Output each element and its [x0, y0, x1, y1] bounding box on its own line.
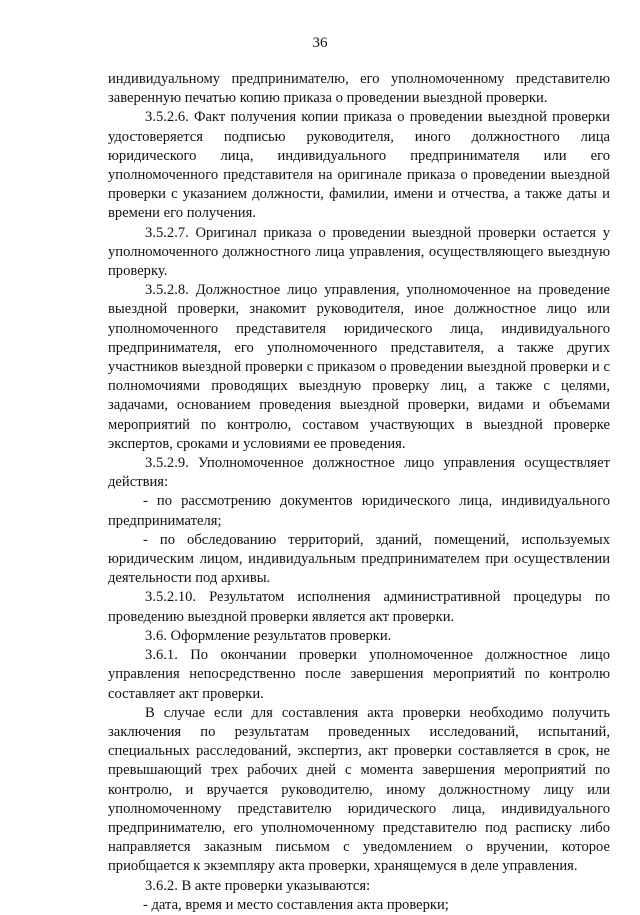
paragraph: индивидуальному предпринимателю, его уполномоченному представителю заверенную печатью копию приказа о проведении выездной проверки.	[108, 71, 610, 107]
page-number: 36	[312, 35, 328, 51]
paragraph: 3.6.2. В акте проверки указываются:	[145, 877, 371, 894]
paragraph: 3.5.2.10. Результатом исполнения административной процедуры по проведению выездной проверки является акт проверки.	[108, 589, 610, 625]
paragraph: 3.5.2.7. Оригинал приказа о проведении выездной проверки остается у уполномоченного должностного лица управления, осуществляющего выездную проверку.	[108, 224, 610, 280]
paragraph: 3.5.2.8. Должностное лицо управления, уполномоченное на проведение выездной проверки, знакомит руководителя, иное должностное лицо или уполномоченного представителя юридического лица, индивидуального предпринимателя, его уполномоченного представителя, а также других участников выездной проверки с приказом о проведении выездной проверки и с полномочиями проводящих выездную проверку лиц, а также с целями, задачами, основанием проведения выездной проверки, видами и объемами мероприятий по контролю, составом участвующих в выездной проверке экспертов, сроками и условиями ее проведения.	[108, 282, 610, 452]
section-heading: 3.6. Оформление результатов проверки.	[145, 627, 392, 644]
paragraph: 3.5.2.9. Уполномоченное должностное лицо управления осуществляет действия:	[108, 455, 610, 491]
paragraph: 3.6.1. По окончании проверки уполномоченное должностное лицо управления непосредственно после завершения мероприятий по контролю составляет акт проверки.	[108, 647, 610, 702]
list-item: - дата, время и место составления акта проверки;	[143, 896, 449, 913]
list-item: - по рассмотрению документов юридического лица, индивидуального предпринимателя;	[108, 493, 610, 529]
paragraph: В случае если для составления акта проверки необходимо получить заключения по результатам проведенных исследований, испытаний, специальных расследований, экспертиз, акт проверки составляется в срок, не превышающий трех рабочих дней с момента завершения мероприятий по контролю, и вручается руководителю, иному должностному лицу или уполномоченному представителю юридического лица, индивидуального предпринимателю, его уполномоченному представителю под расписку либо направляется заказным письмом с уведомлением о вручении, которое приобщается к экземпляру акта проверки, хранящемуся в деле управления.	[108, 704, 610, 875]
paragraph: 3.5.2.6. Факт получения копии приказа о проведении выездной проверки удостоверяется подписью руководителя, иного должностного лица юридического лица, индивидуального предпринимателя или его уполномоченного представителя на оригинале приказа о проведении выездной проверки с указанием должности, фамилии, имени и отчества, а также даты и времени его получения.	[108, 109, 610, 222]
document-body	[108, 70, 610, 915]
list-item: - по обследованию территорий, зданий, помещений, используемых юридическим лицом, индивидуальным предпринимателем при осуществлении деятельности под архивы.	[108, 531, 610, 587]
